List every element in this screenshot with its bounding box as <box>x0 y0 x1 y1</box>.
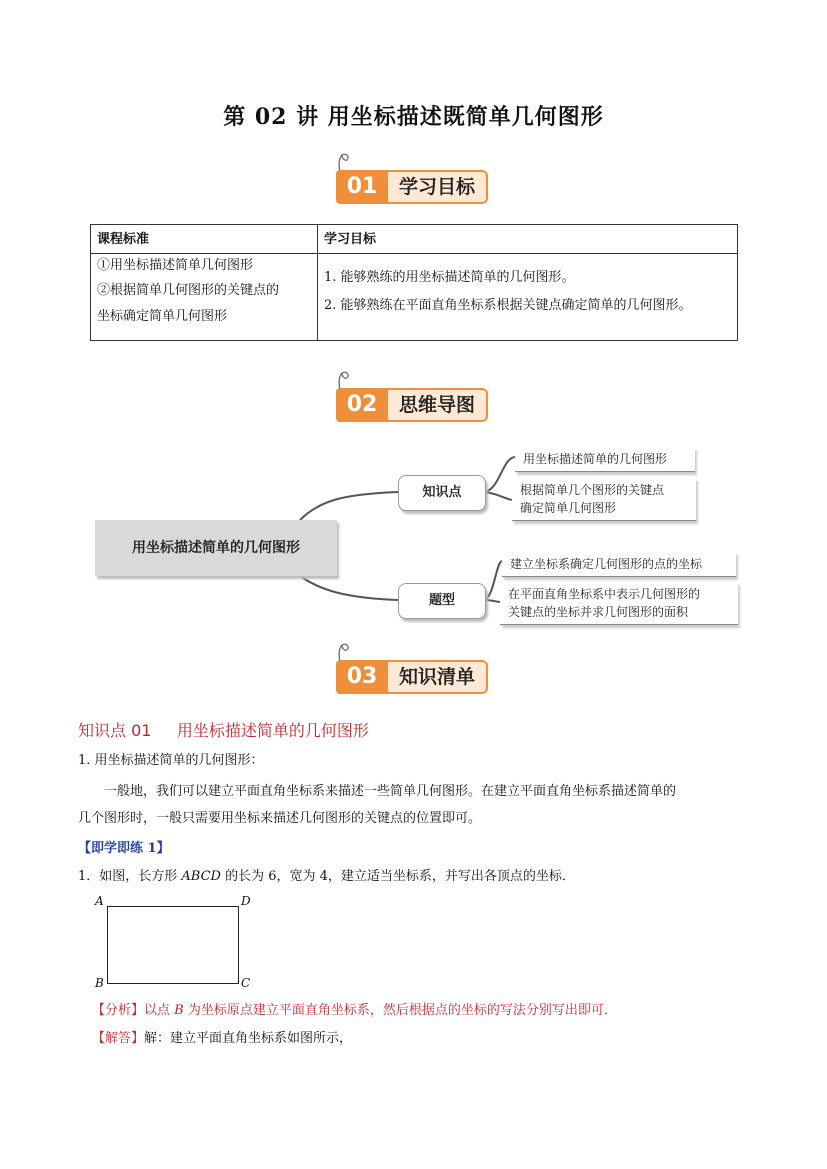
mindmap-leaf-line: 关键点的坐标并求几何图形的面积 <box>508 605 689 619</box>
analysis-post: 为坐标原点建立平面直角坐标系，然后根据点的坐标的写法分别写出即可． <box>183 1003 617 1018</box>
mindmap-leaf-line: 确定简单几何图形 <box>520 501 617 515</box>
section-badge-mindmap <box>336 380 492 422</box>
knowledge-paragraph-line: 一般地，我们可以建立平面直角坐标系来描述一些简单几何图形。在建立平面直角坐标系描述简单的 <box>104 784 677 799</box>
mindmap-leaf-line: 在平面直角坐标系中表示几何图形的 <box>508 587 701 601</box>
analysis-point-b: B <box>174 1003 184 1018</box>
analysis-tag: 【分析】 <box>92 1003 145 1018</box>
question-prefix: 1．如图，长方形 <box>78 869 182 884</box>
vertex-label-b: B <box>95 976 104 990</box>
standards-cell <box>91 254 318 341</box>
standard-line: ②根据简单几何图形的关键点的 <box>97 283 280 298</box>
analysis-text <box>92 1000 617 1022</box>
objectives-cell <box>318 254 738 341</box>
knowledge-point-heading: 知识点 01 用坐标描述简单的几何图形 <box>78 721 369 740</box>
standard-line: 坐标确定简单几何图形 <box>97 309 228 324</box>
vertex-label-c: C <box>241 976 251 990</box>
header-objectives: 学习目标 <box>318 225 738 254</box>
section-number: 01 <box>336 170 388 204</box>
question-suffix: 的长为 6，宽为 4，建立适当坐标系，并写出各顶点的坐标． <box>220 869 575 884</box>
objective-line: 1. 能够熟练的用坐标描述简单的几何图形。 <box>324 270 575 285</box>
mindmap-branch-knowledge: 知识点 <box>398 475 486 511</box>
mindmap-center: 用坐标描述简单的几何图形 <box>95 520 337 576</box>
knowledge-item: 1. 用坐标描述简单的几何图形： <box>78 753 264 768</box>
analysis-pre: 以点 <box>144 1003 175 1018</box>
section-badge-goals <box>336 162 492 204</box>
page-title: 第 02 讲 用坐标描述既简单几何图形 <box>223 104 604 130</box>
objective-line: 2. 能够熟练在平面直角坐标系根据关键点确定简单的几何图形。 <box>324 298 692 313</box>
answer-body: 解：建立平面直角坐标系如图所示， <box>144 1031 353 1046</box>
section-label: 学习目标 <box>388 170 488 204</box>
knowledge-paragraph-line: 几个图形时，一般只需要用坐标来描述几何图形的关键点的位置即可。 <box>78 811 482 826</box>
standard-line: ①用坐标描述简单几何图形 <box>97 258 254 273</box>
goals-table <box>90 224 738 341</box>
rectangle-figure <box>107 906 239 984</box>
mindmap-leaf-multiline <box>500 582 738 625</box>
header-standards: 课程标准 <box>91 225 318 254</box>
answer-text <box>92 1028 352 1050</box>
section-badge-knowledge <box>336 652 492 694</box>
section-label: 思维导图 <box>388 388 488 422</box>
section-number: 03 <box>336 660 388 694</box>
answer-tag: 【解答】 <box>92 1031 145 1046</box>
vertex-label-a: A <box>95 894 104 908</box>
question-text <box>78 866 575 888</box>
vertex-label-d: D <box>241 894 251 908</box>
mindmap-branch-question-types: 题型 <box>398 583 486 619</box>
mindmap-leaf: 用坐标描述简单的几何图形 <box>515 447 695 472</box>
mindmap-leaf-line: 根据简单几个图形的关键点 <box>520 483 665 497</box>
practice-label: 【即学即练 1】 <box>78 841 170 856</box>
mindmap-leaf: 建立坐标系确定几何图形的点的坐标 <box>502 552 736 577</box>
section-number: 02 <box>336 388 388 422</box>
mindmap-leaf-multiline <box>512 478 696 521</box>
question-abcd: ABCD <box>181 869 221 884</box>
section-label: 知识清单 <box>388 660 488 694</box>
